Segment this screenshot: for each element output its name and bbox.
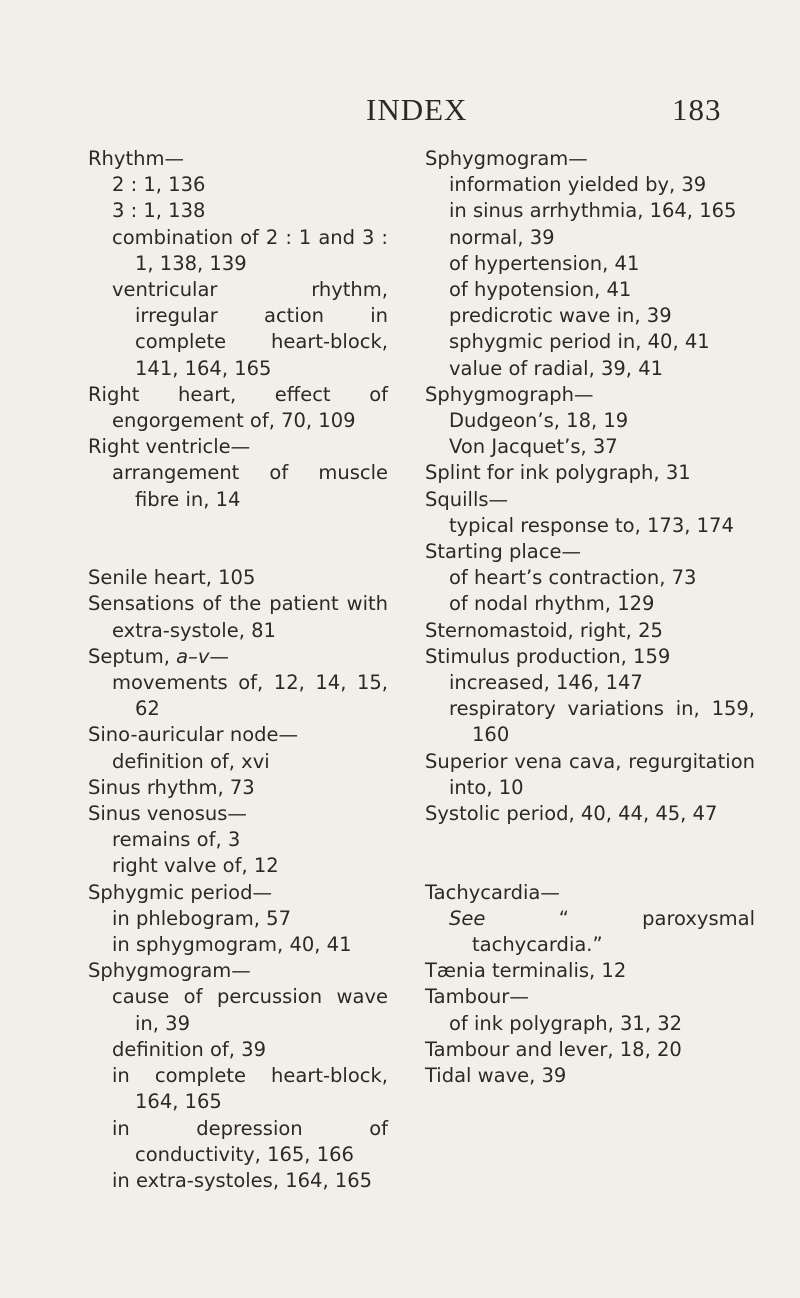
index-entry: Tidal wave, 39 — [425, 1064, 567, 1088]
index-subentry: definition of, 39 — [112, 1037, 266, 1061]
index-subentry: right valve of, 12 — [112, 854, 279, 878]
index-subentry: Von Jacquet’s, 37 — [449, 435, 618, 459]
index-subentry: of nodal rhythm, 129 — [449, 592, 655, 616]
entry-italic-text: a–v — [176, 644, 210, 668]
entry-text: Septum, — [88, 644, 177, 668]
index-subentry: 2 : 1, 136 — [112, 173, 206, 197]
index-subentry: ventricular rhythm, irregular action in complete heart-block, 141, 164, 165 — [112, 278, 388, 380]
index-subentry: value of radial, 39, 41 — [449, 356, 664, 380]
index-entry: Stimulus production, 159 — [425, 644, 671, 668]
left-column — [88, 146, 388, 1194]
index-subentry: of ink polygraph, 31, 32 — [449, 1011, 683, 1035]
index-subentry: typical response to, 173, 174 — [449, 513, 734, 537]
index-subentry: information yielded by, 39 — [449, 173, 707, 197]
index-heading: Tambour— — [425, 985, 529, 1009]
index-subentry: sphygmic period in, 40, 41 — [449, 330, 710, 354]
index-subentry: in sinus arrhythmia, 164, 165 — [449, 199, 737, 223]
index-entry: Sensations of the patient with extra-systole, 81 — [88, 592, 388, 642]
index-heading: Sphygmogram— — [88, 959, 251, 983]
entry-text: — — [209, 644, 229, 668]
index-subentry: cause of percussion wave in, 39 — [112, 985, 388, 1035]
index-subentry: respiratory variations in, 159, 160 — [449, 697, 755, 747]
index-heading: Sphygmograph— — [425, 382, 594, 406]
letter-gap — [88, 513, 388, 565]
entry-text: “ paroxysmal tachycardia.” — [472, 906, 755, 957]
index-subentry: of hypotension, 41 — [449, 278, 632, 302]
index-subentry: in complete heart-block, 164, 165 — [112, 1064, 388, 1114]
index-subentry: definition of, xvi — [112, 749, 270, 773]
index-heading: Sinus venosus— — [88, 802, 247, 826]
index-entry: Right heart, effect of engorgement of, 70, 109 — [88, 382, 388, 433]
index-entry: Senile heart, 105 — [88, 566, 256, 590]
page-header — [0, 92, 800, 132]
index-heading — [88, 644, 388, 670]
index-subentry: of heart’s contraction, 73 — [449, 566, 697, 590]
index-subentry: remains of, 3 — [112, 828, 241, 852]
index-subentry: in phlebogram, 57 — [112, 906, 291, 930]
index-entry: Splint for ink polygraph, 31 — [425, 461, 691, 485]
index-entry: Sinus rhythm, 73 — [88, 775, 255, 799]
index-subentry: increased, 146, 147 — [449, 671, 643, 695]
index-subentry: Dudgeon’s, 18, 19 — [449, 409, 629, 433]
index-subentry: movements of, 12, 14, 15, 62 — [112, 671, 388, 721]
index-entry: Systolic period, 40, 44, 45, 47 — [425, 802, 718, 826]
index-subentry: in sphygmogram, 40, 41 — [112, 933, 352, 957]
index-heading: Starting place— — [425, 540, 581, 564]
index-heading: Sphygmic period— — [88, 880, 272, 904]
index-subentry: combination of 2 : 1 and 3 : 1, 138, 139 — [112, 225, 388, 275]
index-heading: Sino-auricular node— — [88, 723, 299, 747]
index-entry: Sternomastoid, right, 25 — [425, 618, 663, 642]
index-heading: Rhythm— — [88, 147, 184, 170]
index-subentry: predicrotic wave in, 39 — [449, 304, 672, 328]
index-subentry: of hypertension, 41 — [449, 251, 640, 275]
index-entry: Superior vena cava, regurgitation into, 10 — [425, 749, 755, 799]
page-number: 183 — [672, 92, 722, 127]
index-subentry: arrangement of muscle fibre in, 14 — [112, 461, 388, 511]
index-entry: Tænia terminalis, 12 — [425, 959, 627, 983]
page-title: INDEX — [366, 92, 468, 127]
index-subentry: in depression of conductivity, 165, 166 — [112, 1116, 388, 1166]
right-column — [425, 146, 755, 1089]
index-subentry — [425, 906, 755, 958]
index-heading: Tachycardia— — [425, 880, 560, 904]
index-subentry: in extra-systoles, 164, 165 — [112, 1168, 373, 1192]
index-entry: Tambour and lever, 18, 20 — [425, 1037, 682, 1061]
index-heading: Right ventricle— — [88, 435, 251, 459]
index-heading: Sphygmogram— — [425, 147, 588, 170]
entry-italic-text: See — [449, 906, 486, 930]
index-subentry: normal, 39 — [449, 225, 555, 249]
index-heading: Squills— — [425, 487, 509, 511]
letter-gap — [425, 827, 755, 879]
index-subentry: 3 : 1, 138 — [112, 199, 206, 223]
